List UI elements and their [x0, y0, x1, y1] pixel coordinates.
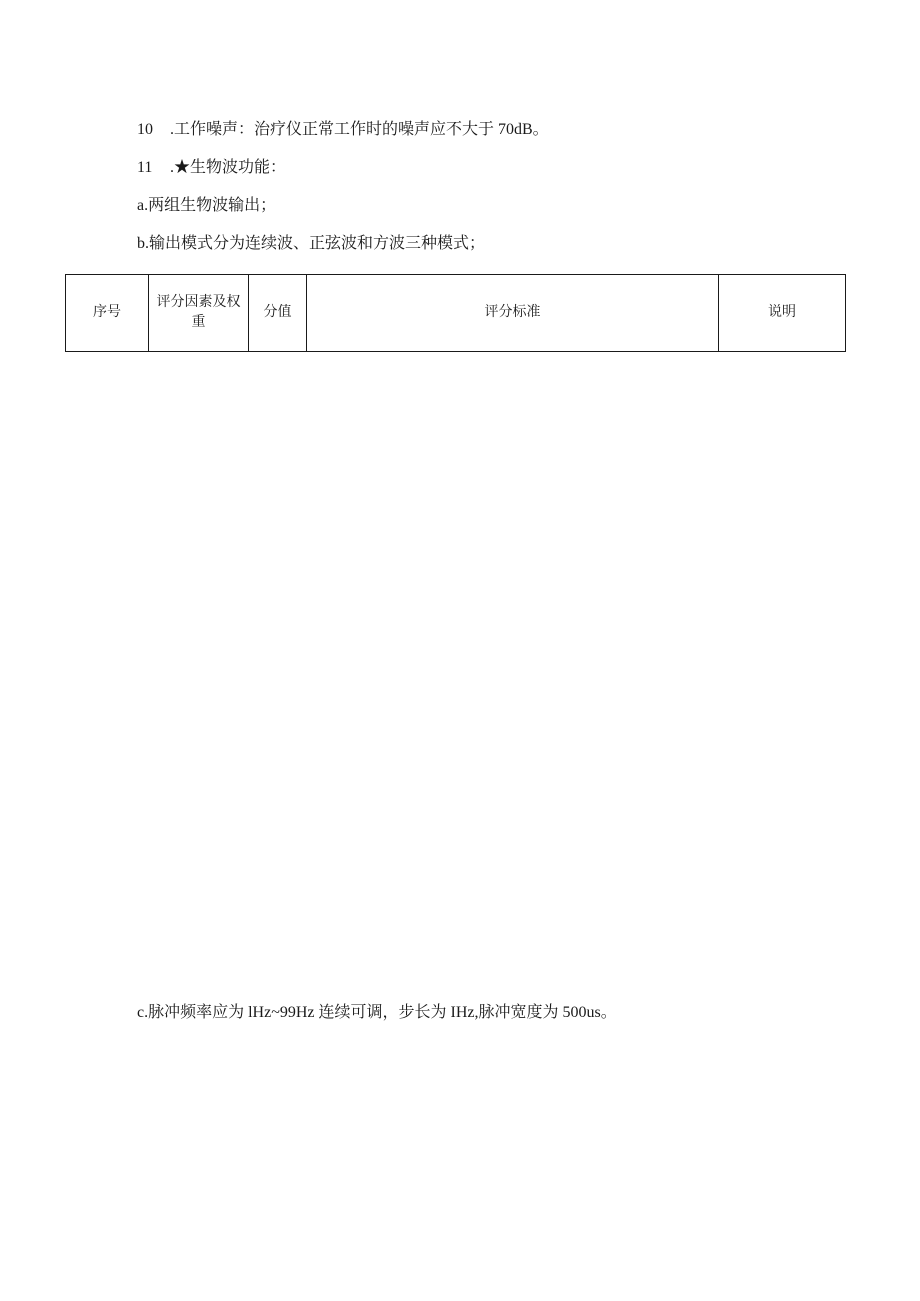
item-number: 10	[137, 121, 153, 138]
item-text: .工作噪声：治疗仪正常工作时的噪声应不大于 70dB。	[170, 121, 549, 138]
item-text: .★生物波功能：	[170, 159, 287, 176]
header-note: 说明	[719, 275, 846, 352]
paragraph-item-11	[137, 158, 286, 178]
header-criteria: 评分标准	[307, 275, 719, 352]
paragraph-item-10	[137, 120, 549, 140]
paragraph-item-b: b.输出模式分为连续波、正弦波和方波三种模式；	[137, 235, 486, 252]
header-score: 分值	[249, 275, 307, 352]
paragraph-item-a: a.两组生物波输出；	[137, 197, 277, 214]
table-header-row	[66, 275, 846, 352]
header-index: 序号	[66, 275, 149, 352]
paragraph-item-c: c.脉冲频率应为 lHz~99Hz 连续可调，步长为 IHz,脉冲宽度为 500us。	[137, 1004, 617, 1021]
item-number: 11	[137, 159, 153, 176]
scoring-table	[65, 274, 846, 352]
header-factor-weight: 评分因素及权重	[149, 275, 249, 352]
